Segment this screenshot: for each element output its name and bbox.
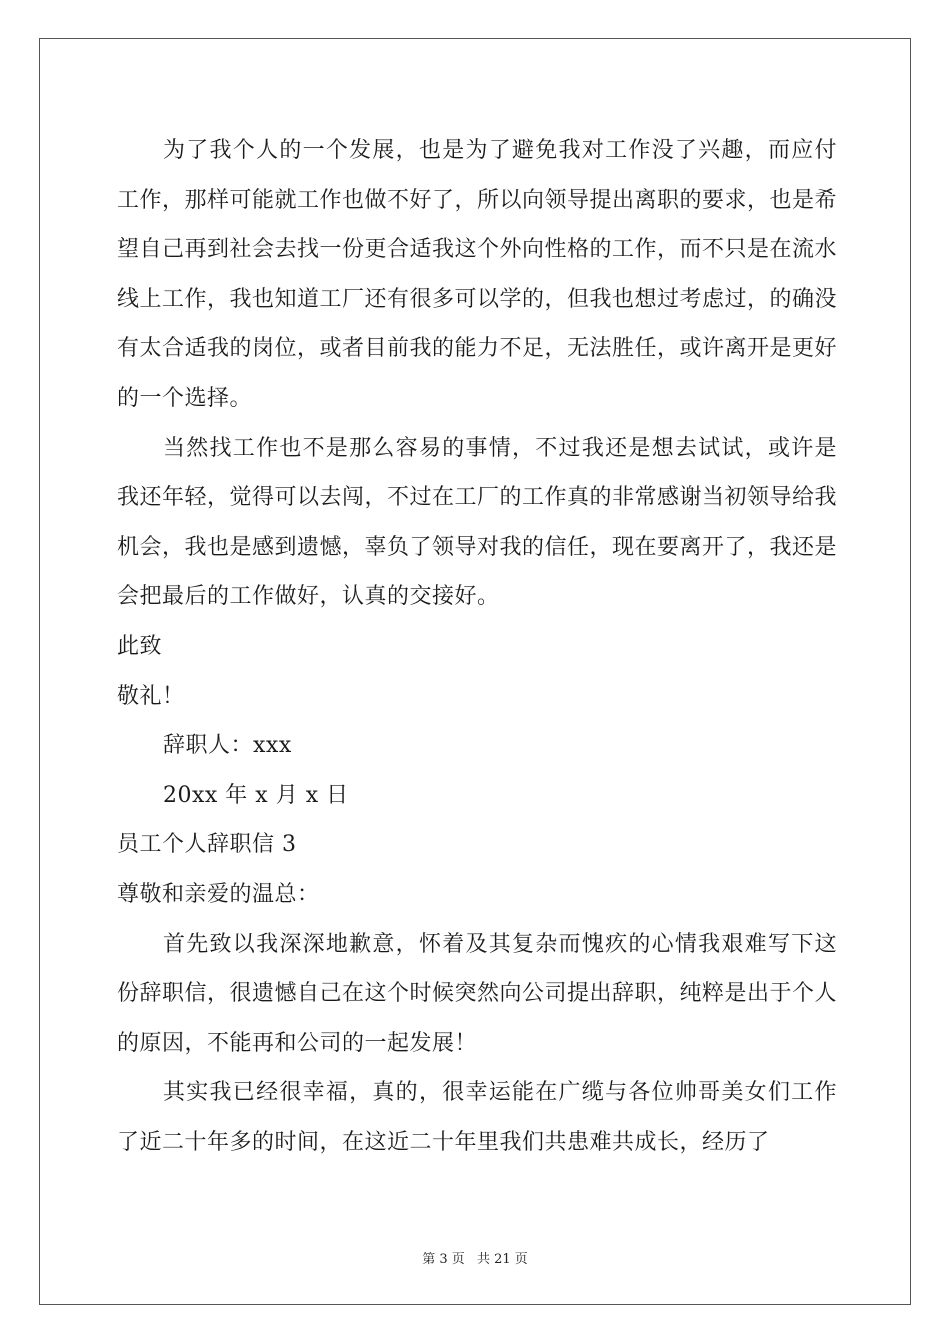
page-number: 第 3 页 bbox=[422, 1252, 465, 1267]
body-paragraph: 其实我已经很幸福，真的，很幸运能在广缆与各位帅哥美女们工作了近二十年多的时间，在这近二十年里我们共患难共成长，经历了 bbox=[117, 1080, 837, 1155]
body-paragraph: 当然找工作也不是那么容易的事情，不过我还是想去试试，或许是我还年轻，觉得可以去闯，不过在工厂的工作真的非常感谢当初领导给我机会，我也是感到遗憾，辜负了领导对我的信任，现在要离开了，我还是会把最后的工作做好，认真的交接好。 bbox=[117, 435, 838, 610]
closing-line: 此致 bbox=[117, 633, 163, 659]
signer-name: 辞职人：xxx bbox=[163, 733, 292, 759]
closing-regards: 敬礼！ bbox=[117, 683, 185, 709]
salutation: 尊敬和亲爱的温总： bbox=[117, 881, 320, 907]
section-title: 员工个人辞职信 3 bbox=[117, 832, 297, 858]
page-footer bbox=[0, 1248, 950, 1267]
page-total: 共 21 页 bbox=[476, 1252, 528, 1267]
document-body bbox=[117, 126, 837, 1167]
body-paragraph: 为了我个人的一个发展，也是为了避免我对工作没了兴趣，而应付工作，那样可能就工作也做不好了，所以向领导提出离职的要求，也是希望自己再到社会去找一份更合适我这个外向性格的工作，而不只是在流水线上工作，我也知道工厂还有很多可以学的，但我也想过考虑过，的确没有太合适我的岗位，或者目前我的能力不足，无法胜任，或许离开是更好的一个选择。 bbox=[117, 138, 838, 411]
body-paragraph: 首先致以我深深地歉意，怀着及其复杂而愧疚的心情我艰难写下这份辞职信，很遗憾自己在这个时候突然向公司提出辞职，纯粹是出于个人的原因，不能再和公司的一起发展！ bbox=[117, 931, 838, 1056]
signature-date: 20xx 年 x 月 x 日 bbox=[163, 782, 349, 808]
